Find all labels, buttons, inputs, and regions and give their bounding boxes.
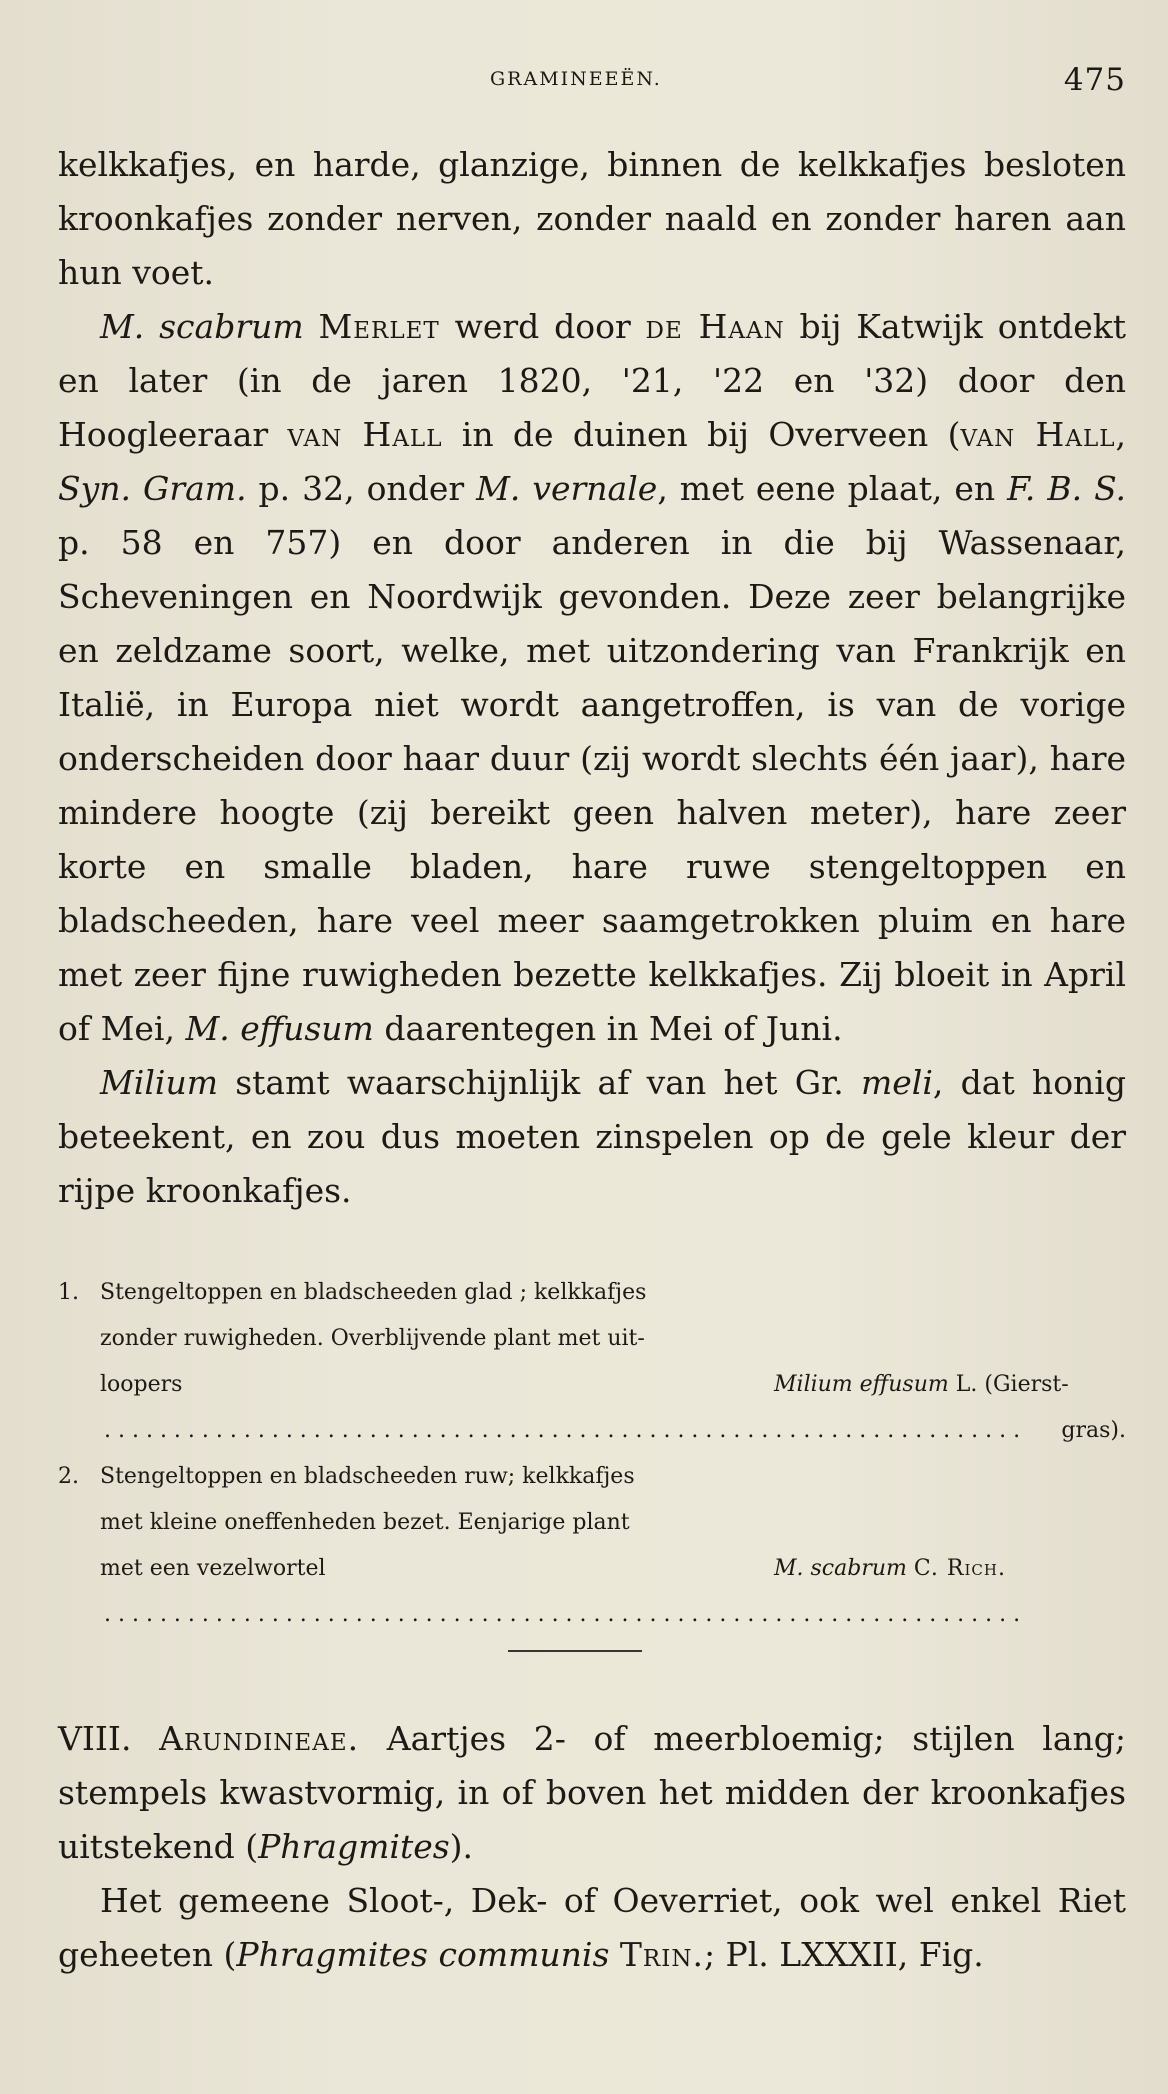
author-name: Merlet: [318, 307, 440, 346]
text-run: werd door: [439, 307, 646, 346]
paragraph-2: [58, 300, 1126, 1056]
running-title: GRAMINEEËN.: [490, 68, 662, 90]
author-name: C. Rich.: [913, 1556, 1006, 1581]
key-entry-2: [58, 1454, 1126, 1627]
key-line: zonder ruwigheden. Overblijvende plant met uit-: [100, 1326, 645, 1351]
text-run: ; Pl. LXXXII, Fig.: [703, 1935, 984, 1974]
text-run: bij Katwijk ontdekt en later (in de jaren 1820, '21, '22 en '32) door den Hoogleeraar: [58, 307, 1126, 454]
key-result: [774, 1362, 1126, 1454]
body-text: [58, 138, 1126, 1218]
key-entry-1: [58, 1270, 1126, 1454]
key-line: met kleine oneffenheden bezet. Eenjarige plant: [100, 1510, 630, 1535]
text-run: in de duinen bij Overveen (: [442, 415, 961, 454]
text-run: stamt waarschijnlijk af van het Gr.: [218, 1063, 861, 1102]
section-paragraph-2: [58, 1874, 1126, 1982]
page-header: [58, 62, 1126, 102]
person-name: de Haan: [645, 307, 785, 346]
paragraph-1: kelkkafjes, en harde, glanzige, binnen de kelkkafjes besloten kroonkafjes zonder nerven, zonder naald en zonder haren aan hun voet.: [58, 145, 1126, 292]
species-name: Phragmites communis: [236, 1935, 610, 1974]
key-number: 1.: [58, 1280, 79, 1305]
reference-title: Syn. Gram.: [58, 469, 247, 508]
dot-leader: . . . . . . . . . . . . . . . . . . . . . . . . . . . . . . . . . . . . . . . . . . . . . . . . . . . . . . . . . . . . . . . . . .: [104, 1418, 1021, 1443]
key-line: Stengeltoppen en bladscheeden glad ; kelkkafjes: [100, 1280, 647, 1305]
species-name: M. scabrum: [774, 1556, 907, 1581]
species-name: Milium effusum: [774, 1372, 949, 1397]
text-run: , met eene plaat, en: [657, 469, 1008, 508]
text-run: Aartjes 2- of meerbloemig; stijlen lang; stempels kwastvormig, in of boven het midden der kroonkafjes uitstekend (: [58, 1719, 1126, 1866]
text-run: ).: [449, 1827, 474, 1866]
text-run: , dat honig beteekent, en zou dus moeten zinspelen op de gele kleur der rijpe kroonkafjes.: [58, 1063, 1126, 1210]
author-name: L.: [955, 1372, 978, 1397]
key-number: 2.: [58, 1464, 79, 1489]
greek-word: meli: [860, 1063, 933, 1102]
common-name-cont: gras).: [1061, 1418, 1126, 1443]
key-line: met een vezelwortel: [100, 1556, 326, 1581]
common-name: (Gierst-: [984, 1372, 1069, 1397]
paragraph-3: [58, 1056, 1126, 1218]
text-run: p. 58 en 757) en door anderen in die bij Wassenaar, Scheveningen en Noordwijk gevonden. Deze zeer belangrijke en zeldzame soort, welke, met uitzondering van Frankrijk en Italië, in Europa niet wordt aangetroffen, is van de vorige onderscheiden door haar duur (zij wordt slechts één jaar), hare mindere hoogte (zij bereikt geen halven meter), hare zeer korte en smalle bladen, hare ruwe stengeltoppen en bladscheeden, hare veel meer saamgetrokken pluim en hare met zeer fijne ruwigheden bezette kelkkafjes. Zij bloeit in April of Mei,: [58, 523, 1126, 1048]
text-run: ,: [1115, 415, 1126, 454]
section-name: Arundineae.: [159, 1719, 360, 1758]
species-name: M. effusum: [185, 1009, 374, 1048]
page-number: 475: [1063, 62, 1126, 98]
key-line: loopers: [100, 1372, 183, 1397]
species-name: M. scabrum: [100, 307, 304, 346]
text-run: Het gemeene Sloot-, Dek- of Oeverriet, ook wel enkel Riet geheeten (: [58, 1881, 1126, 1974]
person-name: van Hall: [960, 415, 1116, 454]
person-name: van Hall: [287, 415, 443, 454]
section-arundineae: [58, 1712, 1126, 1982]
key-line: Stengeltoppen en bladscheeden ruw; kelkkafjes: [100, 1464, 635, 1489]
section-heading-paragraph: [58, 1712, 1126, 1874]
species-name: M. vernale: [476, 469, 658, 508]
key-result: [774, 1546, 1126, 1592]
dot-leader: . . . . . . . . . . . . . . . . . . . . . . . . . . . . . . . . . . . . . . . . . . . . . . . . . . . . . . . . . . . . . . . . . .: [104, 1602, 1021, 1627]
author-name: Trin.: [619, 1935, 704, 1974]
identification-key: [58, 1270, 1126, 1627]
genus-name: Phragmites: [258, 1827, 450, 1866]
section-numeral: VIII.: [58, 1719, 132, 1758]
genus-name: Milium: [100, 1063, 218, 1102]
section-divider: [508, 1650, 642, 1652]
reference-title: F. B. S.: [1007, 469, 1126, 508]
text-run: daarentegen in Mei of Juni.: [373, 1009, 843, 1048]
text-run: p. 32, onder: [246, 469, 477, 508]
